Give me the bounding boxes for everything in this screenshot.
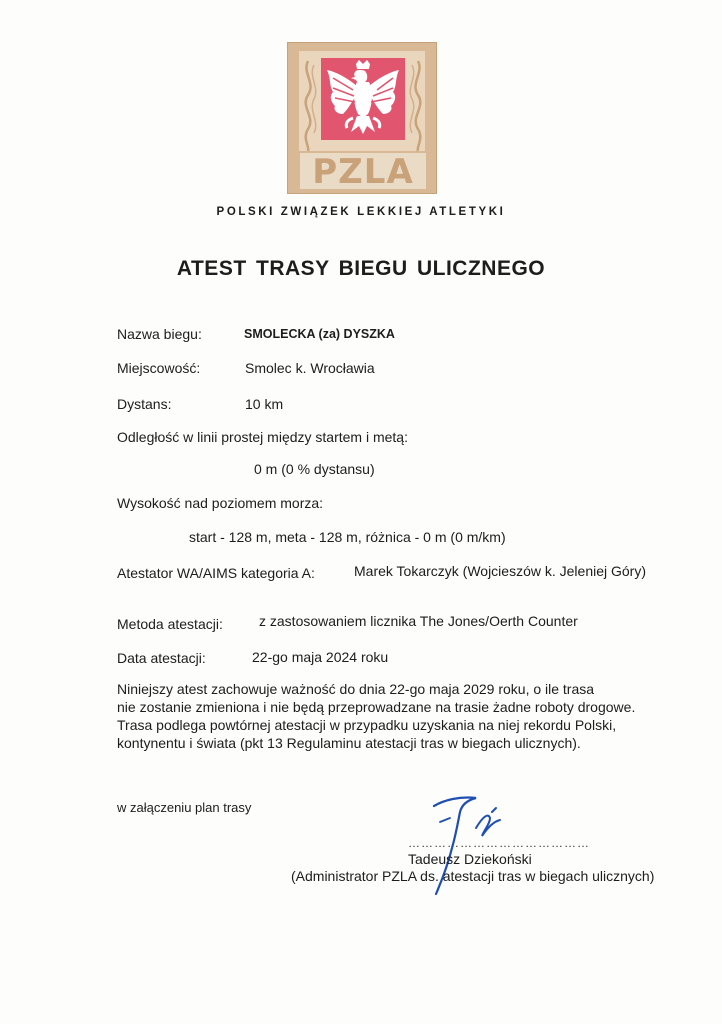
place-value: Smolec k. Wrocławia xyxy=(245,360,375,376)
signatory-name: Tadeusz Dziekoński xyxy=(408,851,532,867)
logo-text: PZLA xyxy=(300,153,426,189)
white-eagle-icon xyxy=(321,58,405,140)
date-value: 22-go maja 2024 roku xyxy=(252,649,389,665)
measurer-value: Marek Tokarczyk (Wojcieszów k. Jeleniej Góry) xyxy=(354,563,647,579)
attachment-note: w załączeniu plan trasy xyxy=(117,800,252,815)
altitude-label: Wysokość nad poziomem morza: xyxy=(117,495,324,511)
distance-label: Dystans: xyxy=(117,396,172,412)
validity-paragraph xyxy=(117,680,637,752)
separation-value: 0 m (0 % dystansu) xyxy=(254,461,375,477)
separation-label: Odległość w linii prostej między startem i metą: xyxy=(117,429,408,445)
method-value: z zastosowaniem licznika The Jones/Oerth Counter xyxy=(259,613,578,629)
method-label: Metoda atestacji: xyxy=(117,616,223,632)
paragraph-line: nie zostanie zmieniona i nie będą przeprowadzane na trasie żadne roboty drogowe. xyxy=(117,699,636,715)
distance-value: 10 km xyxy=(245,396,284,412)
paragraph-line: kontynentu i świata (pkt 13 Regulaminu atestacji tras w biegach ulicznych). xyxy=(117,735,581,751)
date-label: Data atestacji: xyxy=(117,650,206,666)
organization-name: POLSKI ZWIĄZEK LEKKIEJ ATLETYKI xyxy=(216,206,506,218)
signature-line: …………………………………… xyxy=(408,836,590,850)
paragraph-line: Niniejszy atest zachowuje ważność do dnia 22-go maja 2029 roku, o ile trasa xyxy=(117,681,595,697)
paragraph-line: Trasa podlega powtórnej atestacji w przypadku uzyskania na niej rekordu Polski, xyxy=(117,717,617,733)
signatory-role: (Administrator PZLA ds. atestacji tras w biegach ulicznych) xyxy=(291,868,655,884)
document-title: ATEST TRASY BIEGU ULICZNEGO xyxy=(176,257,546,280)
place-label: Miejscowość: xyxy=(117,360,201,376)
name-label: Nazwa biegu: xyxy=(117,326,202,342)
measurer-label: Atestator WA/AIMS kategoria A: xyxy=(117,565,315,581)
altitude-value: start - 128 m, meta - 128 m, różnica - 0 m (0 m/km) xyxy=(189,529,506,545)
pzla-logo xyxy=(287,42,437,194)
name-value: SMOLECKA (za) DYSZKA xyxy=(244,327,395,341)
